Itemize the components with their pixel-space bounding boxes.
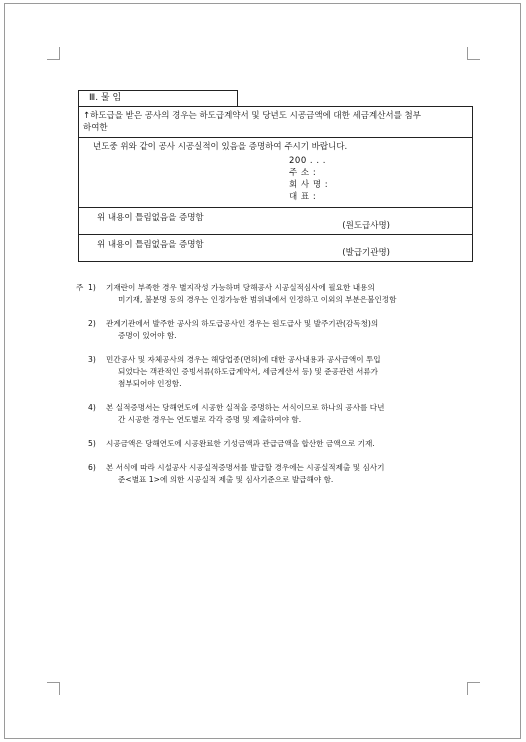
certify-issuer-row xyxy=(79,235,472,261)
certify-contractor-row xyxy=(79,208,472,235)
note-1 xyxy=(76,282,474,306)
note-6 xyxy=(76,462,474,486)
note-number: 5) xyxy=(88,439,96,448)
note-line: 되었다는 객관적인 증빙서류(하도급계약서, 세금계산서 등) 및 준공관련 서류가 xyxy=(118,367,378,376)
note-line: 본 서식에 따라 시설공사 시공실적증명서를 발급할 경우에는 시공실적제출 및 심사기 xyxy=(106,463,385,472)
representative-field: 대 표 : xyxy=(289,192,317,202)
note-line: 증명이 있어야 함. xyxy=(118,331,177,340)
certify-text: 위 내용이 틀림없음을 증명함 xyxy=(97,213,204,223)
instruction-line-1: ↑하도급을 받은 공사의 경우는 하도급계약서 및 당년도 시공금액에 대한 세금계산서를 첨부 xyxy=(83,111,421,121)
contractor-sign: (원도급사명) xyxy=(342,221,390,231)
note-line: 미기재, 불분명 등의 경우는 인정가능한 범위내에서 인정하고 이외의 부분은불인정함 xyxy=(118,295,397,304)
crop-mark-bottom-right xyxy=(467,682,480,695)
crop-mark-top-right xyxy=(467,47,480,60)
note-number: 3) xyxy=(88,355,96,364)
note-number: 1) xyxy=(88,283,96,292)
note-line: 기재란이 부족한 경우 별지작성 가능하며 당해공사 시공실적심사에 필요한 내용의 xyxy=(106,283,375,292)
issuer-sign: (발급기관명) xyxy=(342,248,390,258)
note-line: 시공금액은 당해연도에 시공완료한 기성금액과 관급금액을 합산한 금액으로 기재. xyxy=(106,439,375,448)
note-line: 준<별표 1>에 의한 시공실적 제출 및 심사기준으로 발급해야 함. xyxy=(118,475,334,484)
note-number: 4) xyxy=(88,403,96,412)
note-2 xyxy=(76,318,474,342)
section-title: Ⅲ. 물 임 xyxy=(78,90,238,107)
crop-mark-bottom-left xyxy=(47,682,60,695)
notes-prefix: 주 xyxy=(76,283,84,292)
address-field: 주 소 : xyxy=(289,168,317,178)
instruction-row xyxy=(79,107,472,138)
request-row xyxy=(79,138,472,208)
notes xyxy=(76,282,474,498)
note-4 xyxy=(76,402,474,426)
form-table xyxy=(78,106,473,262)
request-text: 년도중 위와 같이 공사 시공실적이 있음을 증명하여 주시기 바랍니다. xyxy=(93,142,348,152)
certify-text: 위 내용이 틀림없음을 증명함 xyxy=(97,240,204,250)
note-line: 간 시공한 경우는 연도별로 각각 증명 및 제출하여야 함. xyxy=(118,415,302,424)
note-line: 관계기관에서 발주한 공사의 하도급공사인 경우는 원도급사 및 발주기관(감독청)의 xyxy=(106,319,379,328)
company-field: 회 사 명 : xyxy=(289,180,329,190)
instruction-line-2: 하여한 xyxy=(83,123,108,133)
note-number: 2) xyxy=(88,319,96,328)
applicant-fields xyxy=(289,155,466,203)
note-3 xyxy=(76,354,474,390)
note-5 xyxy=(76,438,474,450)
note-number: 6) xyxy=(88,463,96,472)
note-line: 첨부되어야 인정함. xyxy=(118,379,182,388)
note-line: 본 실적증명서는 당해연도에 시공한 실적을 증명하는 서식이므로 하나의 공사를 다년 xyxy=(106,403,385,412)
crop-mark-top-left xyxy=(47,47,60,60)
note-line: 민간공사 및 자체공사의 경우는 해당업종(면허)에 대한 공사내용과 공사금액이 투입 xyxy=(106,355,381,364)
date-field: 200 . . . xyxy=(289,156,326,166)
